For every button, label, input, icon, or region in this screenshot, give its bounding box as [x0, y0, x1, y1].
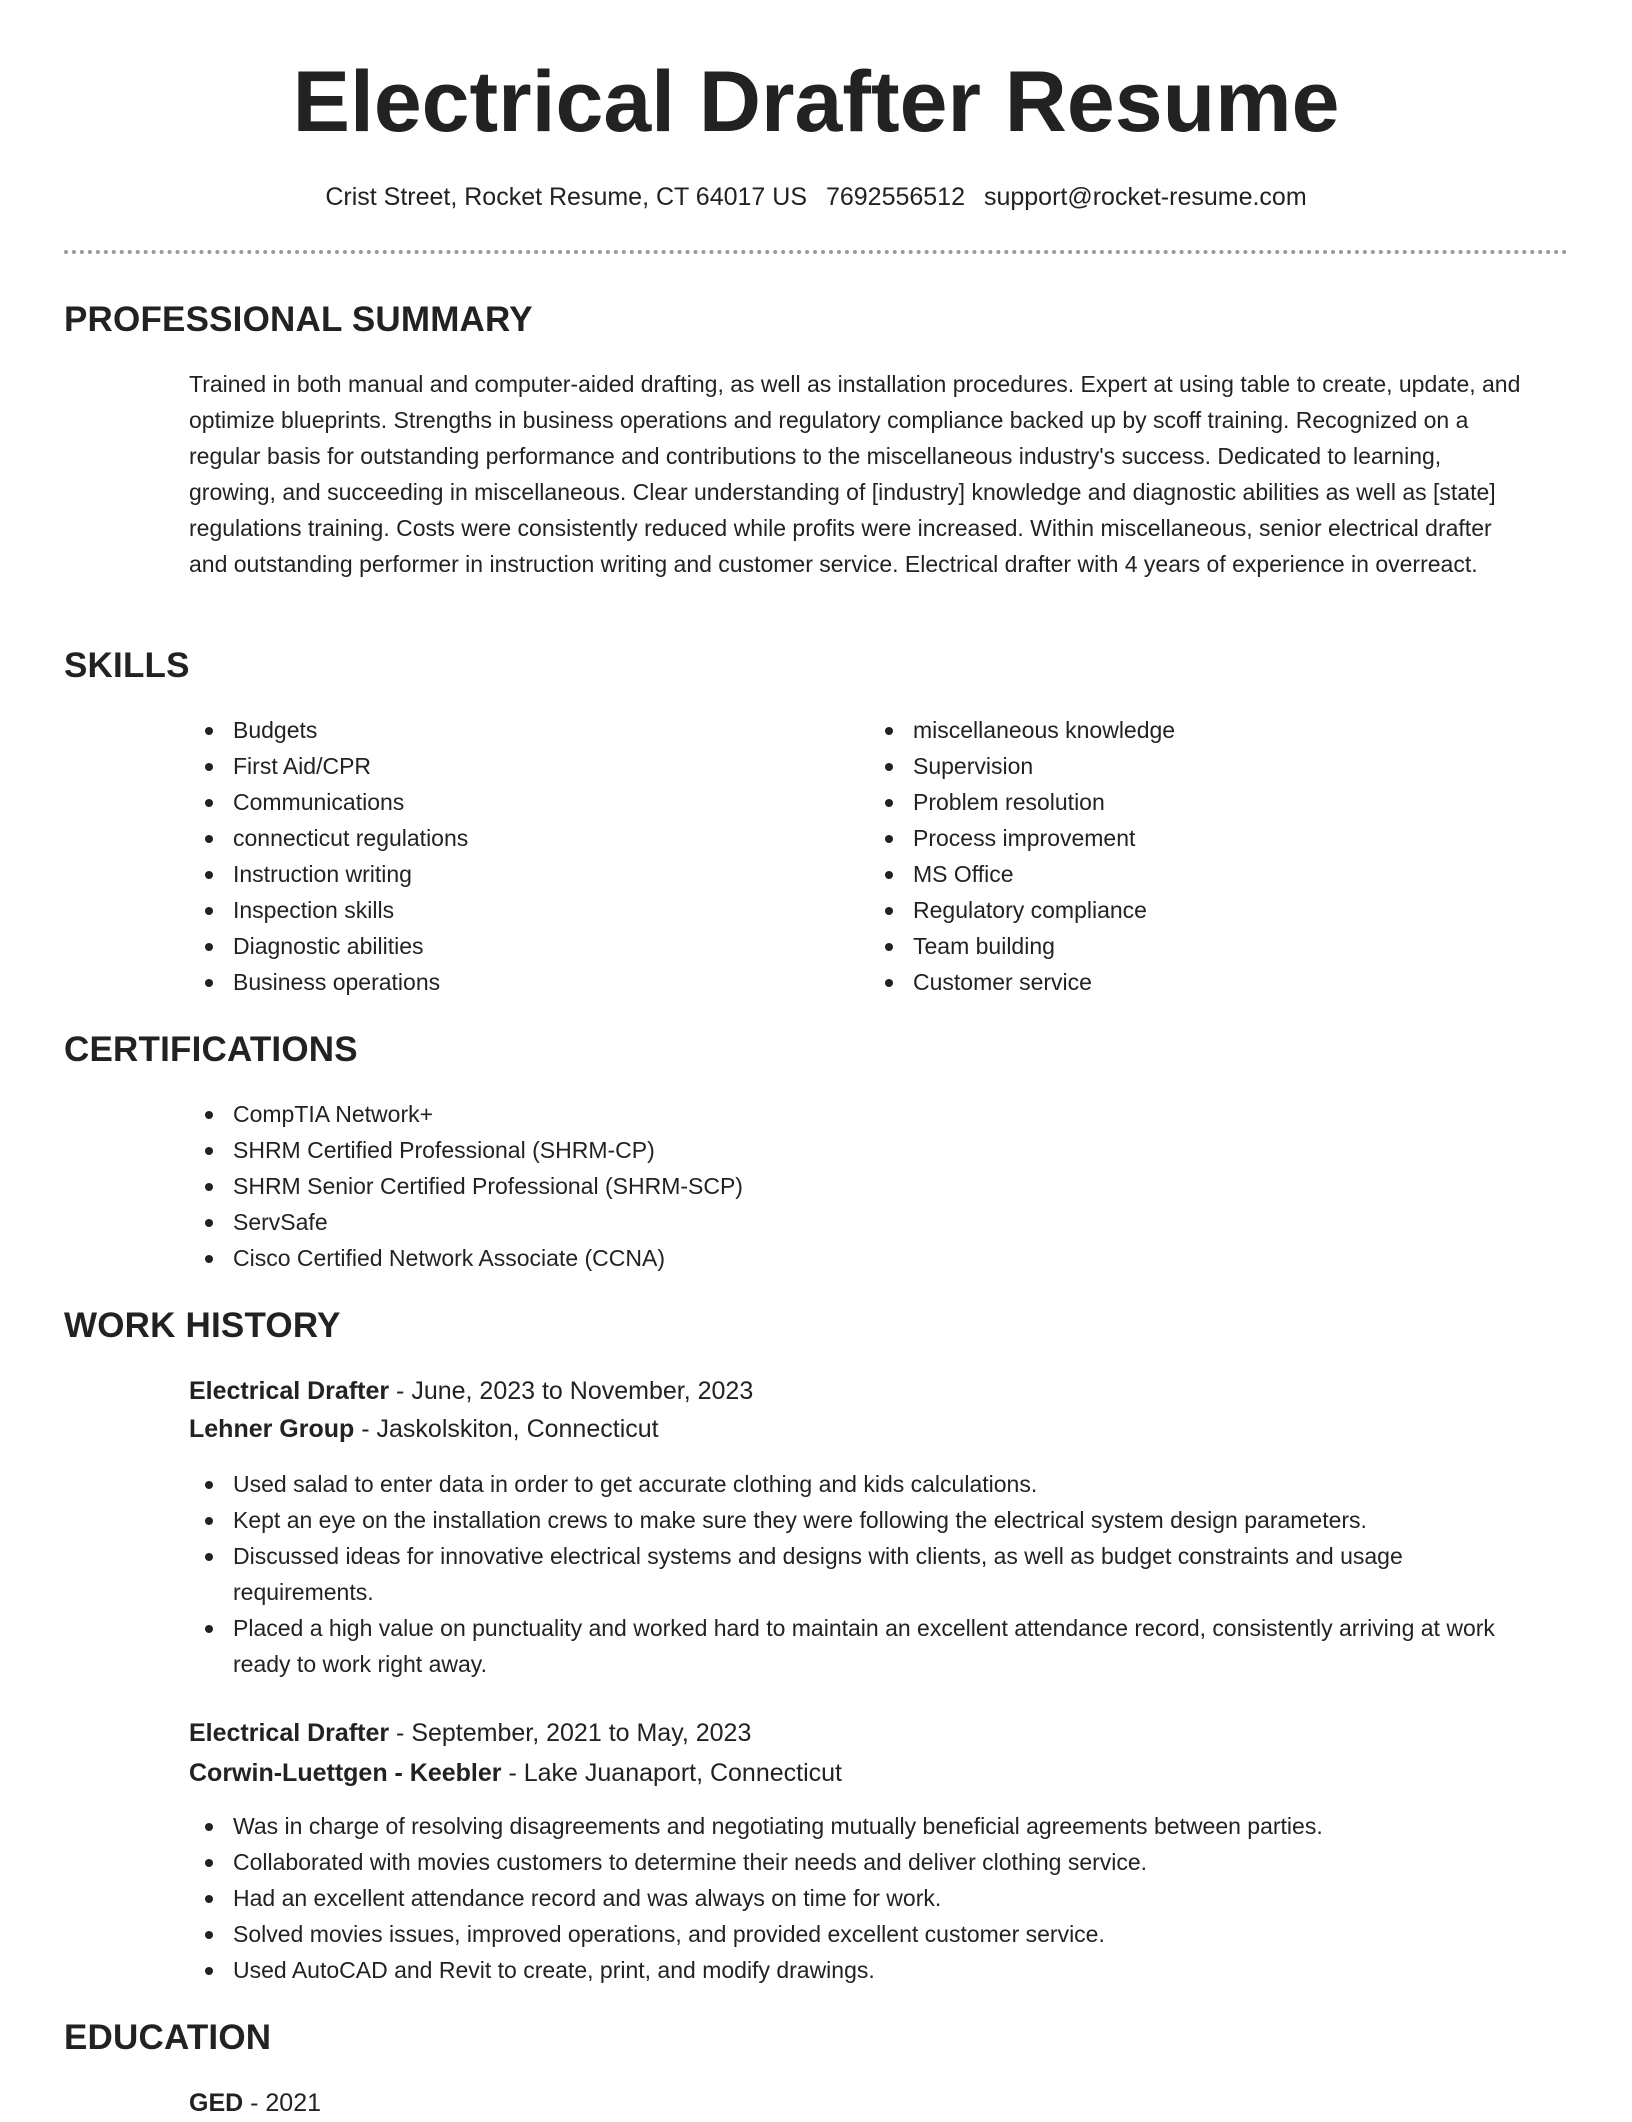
job-2-title-line	[189, 1714, 751, 1752]
header-divider	[64, 250, 1568, 254]
skills-heading: SKILLS	[64, 646, 190, 685]
skills-list-left	[189, 712, 809, 1000]
skill-item: MS Office	[869, 856, 1489, 892]
job-1-company-line	[189, 1410, 659, 1448]
job-2-company-line	[189, 1754, 842, 1792]
job-bullet: Used AutoCAD and Revit to create, print, and modify drawings.	[189, 1952, 1549, 1988]
contact-address: Crist Street, Rocket Resume, CT 64017 US	[325, 183, 807, 211]
job-1-title-line	[189, 1372, 753, 1410]
skill-item: Business operations	[189, 964, 809, 1000]
job-company: Lehner Group	[189, 1415, 355, 1443]
certification-item: Cisco Certified Network Associate (CCNA)	[189, 1240, 1529, 1276]
job-bullet: Was in charge of resolving disagreements and negotiating mutually beneficial agreements between parties.	[189, 1808, 1549, 1844]
certifications-list	[189, 1096, 1529, 1276]
skill-item: Supervision	[869, 748, 1489, 784]
skill-item: connecticut regulations	[189, 820, 809, 856]
education-line	[189, 2084, 321, 2122]
job-bullet: Kept an eye on the installation crews to make sure they were following the electrical system design parameters.	[189, 1502, 1549, 1538]
certifications-heading: CERTIFICATIONS	[64, 1030, 358, 1069]
job-dates: - September, 2021 to May, 2023	[389, 1719, 752, 1747]
job-2-bullets	[189, 1808, 1549, 1988]
education-year: - 2021	[243, 2089, 322, 2117]
job-bullet: Discussed ideas for innovative electrical systems and designs with clients, as well as budget constraints and usage requirements.	[189, 1538, 1549, 1610]
skill-item: Regulatory compliance	[869, 892, 1489, 928]
education-degree: GED	[189, 2089, 244, 2117]
job-bullet: Had an excellent attendance record and was always on time for work.	[189, 1880, 1549, 1916]
skill-item: Communications	[189, 784, 809, 820]
job-title: Electrical Drafter	[189, 1377, 390, 1405]
skills-list-right	[869, 712, 1489, 1000]
skill-item: Budgets	[189, 712, 809, 748]
job-title: Electrical Drafter	[189, 1719, 390, 1747]
job-dates: - June, 2023 to November, 2023	[389, 1377, 754, 1405]
summary-heading: PROFESSIONAL SUMMARY	[64, 300, 533, 339]
job-location: - Lake Juanaport, Connecticut	[501, 1759, 842, 1787]
education-heading: EDUCATION	[64, 2018, 272, 2057]
job-bullet: Placed a high value on punctuality and worked hard to maintain an excellent attendance record, consistently arriving at work ready to work right away.	[189, 1610, 1549, 1682]
skill-item: Problem resolution	[869, 784, 1489, 820]
contact-phone: 7692556512	[825, 183, 965, 211]
contact-email[interactable]: support@rocket-resume.com	[983, 183, 1307, 211]
skill-item: Diagnostic abilities	[189, 928, 809, 964]
certification-item: SHRM Senior Certified Professional (SHRM-SCP)	[189, 1168, 1529, 1204]
work-history-heading: WORK HISTORY	[64, 1306, 341, 1345]
job-1-bullets	[189, 1466, 1549, 1682]
skill-item: Process improvement	[869, 820, 1489, 856]
skill-item: Instruction writing	[189, 856, 809, 892]
job-bullet: Solved movies issues, improved operations, and provided excellent customer service.	[189, 1916, 1549, 1952]
job-company: Corwin-Luettgen - Keebler	[189, 1759, 502, 1787]
contact-line	[0, 180, 1632, 214]
resume-title: Electrical Drafter Resume	[292, 54, 1340, 150]
certification-item: CompTIA Network+	[189, 1096, 1529, 1132]
skill-item: Customer service	[869, 964, 1489, 1000]
job-location: - Jaskolskiton, Connecticut	[354, 1415, 659, 1443]
certification-item: SHRM Certified Professional (SHRM-CP)	[189, 1132, 1529, 1168]
job-bullet: Collaborated with movies customers to determine their needs and deliver clothing service.	[189, 1844, 1549, 1880]
job-bullet: Used salad to enter data in order to get accurate clothing and kids calculations.	[189, 1466, 1549, 1502]
skill-item: miscellaneous knowledge	[869, 712, 1489, 748]
skill-item: Inspection skills	[189, 892, 809, 928]
skill-item: First Aid/CPR	[189, 748, 809, 784]
certification-item: ServSafe	[189, 1204, 1529, 1240]
summary-text: Trained in both manual and computer-aided drafting, as well as installation procedures. Expert at using table to create, update, and optimize blueprints. Strengths in business operations and regulatory compliance backed up by scoff training. Recognized on a regular basis for outstanding performance and contributions to the miscellaneous industry's success. Dedicated to learning, growing, and succeeding in miscellaneous. Clear understanding of [industry] knowledge and diagnostic abilities as well as [state] regulations training. Costs were consistently reduced while profits were increased. Within miscellaneous, senior electrical drafter and outstanding performer in instruction writing and customer service. Electrical drafter with 4 years of experience in overreact.	[189, 371, 1521, 577]
skill-item: Team building	[869, 928, 1489, 964]
